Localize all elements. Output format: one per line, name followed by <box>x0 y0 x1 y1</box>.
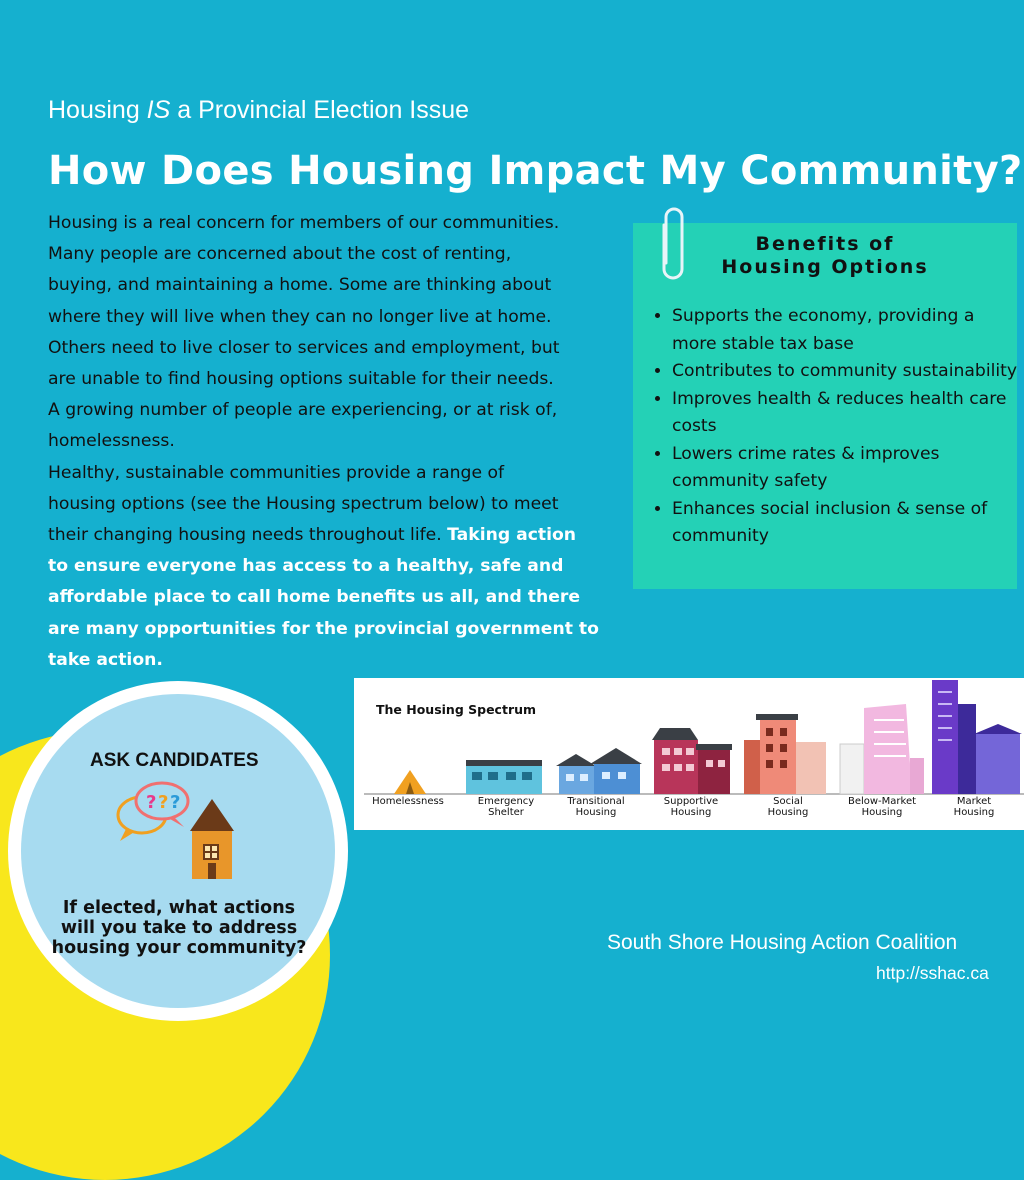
benefits-panel <box>633 223 1017 589</box>
label-line: Shelter <box>488 807 524 818</box>
subtitle-emphasis: IS <box>146 96 171 124</box>
label-line: Housing <box>575 807 617 818</box>
spectrum-label-below-market <box>848 796 916 818</box>
benefit-item: • Supports the economy, providing a more stable tax base <box>672 303 1022 358</box>
svg-text:?: ? <box>158 792 169 813</box>
body-line: Housing is a real concern for members of our communities. <box>48 213 560 233</box>
ask-question: If elected, what actions will you take to address housing your community? <box>51 898 307 958</box>
body-line: Healthy, sustainable communities provide a range of <box>48 462 505 483</box>
body-line: housing options (see the Housing spectrum below) to meet <box>48 493 559 514</box>
label-line: Market <box>956 796 992 807</box>
svg-text:?: ? <box>170 792 181 813</box>
label-line: Housing <box>861 807 903 818</box>
body-line: A growing number of people are experiencing, or at risk of, <box>48 400 558 421</box>
label-line: Emergency <box>477 796 535 807</box>
paperclip-icon <box>656 203 690 283</box>
spectrum-label-market <box>954 796 995 818</box>
spectrum-label-emergency <box>478 796 534 818</box>
body-bold-line: take action. <box>48 649 163 670</box>
ask-title: ASK CANDIDATES <box>90 750 259 771</box>
page-title: How Does Housing Impact My Community? <box>48 148 1023 194</box>
benefits-title <box>633 233 1017 279</box>
body-mixed-bold: Taking action <box>447 525 577 546</box>
spectrum-label-supportive <box>664 796 718 818</box>
page-subtitle <box>48 96 469 125</box>
benefit-item: • Improves health & reduces health care costs <box>672 386 1022 441</box>
body-line: homelessness. <box>48 431 175 452</box>
subtitle-pre: Housing <box>48 96 147 124</box>
body-mixed-plain: their changing housing needs throughout life. <box>48 525 448 546</box>
small-house-icon <box>190 799 234 879</box>
body-line: Others need to live closer to services and employment, but <box>48 337 560 358</box>
ask-illustration <box>112 775 242 883</box>
label-line: Homelessness <box>372 796 444 807</box>
benefits-title-line1: Benefits of <box>755 233 895 255</box>
organization-name: South Shore Housing Action Coalition <box>607 931 958 954</box>
spectrum-label-social <box>768 796 809 818</box>
body-bold-line: to ensure everyone has access to a healthy, safe and <box>48 556 564 577</box>
body-line: are unable to find housing options suitable for their needs. <box>48 369 554 390</box>
body-line: Many people are concerned about the cost of renting, <box>48 244 512 265</box>
benefit-item: • Enhances social inclusion & sense of community <box>672 496 1022 551</box>
spectrum-title: The Housing Spectrum <box>376 702 537 717</box>
body-bold-line: affordable place to call home benefits us all, and there <box>48 587 581 608</box>
benefits-list <box>650 303 1022 551</box>
label-line: Transitional <box>567 796 625 807</box>
label-line: Housing <box>953 807 995 818</box>
subtitle-post: a Provincial Election Issue <box>170 96 470 124</box>
body-text <box>48 208 616 676</box>
benefit-item: • Contributes to community sustainability <box>672 358 1022 386</box>
label-line: Housing <box>670 807 712 818</box>
label-line: Housing <box>767 807 809 818</box>
label-line: Social <box>773 796 803 807</box>
housing-spectrum <box>354 678 1024 830</box>
spectrum-label-transitional <box>567 796 624 818</box>
body-line: buying, and maintaining a home. Some are thinking about <box>48 275 552 296</box>
spectrum-label-homelessness <box>372 796 444 807</box>
svg-text:?: ? <box>146 792 157 813</box>
body-bold-line: are many opportunities for the provincial government to <box>48 618 599 639</box>
organization-url[interactable]: http://sshac.ca <box>876 963 989 983</box>
benefit-item: • Lowers crime rates & improves community safety <box>672 441 1022 496</box>
label-line: Below-Market <box>847 796 917 807</box>
speech-bubbles-icon <box>118 783 188 841</box>
benefits-title-line2: Housing Options <box>721 256 929 278</box>
body-line: where they will live when they can no longer live at home. <box>48 306 552 327</box>
body-line-mixed <box>48 520 616 551</box>
label-line: Supportive <box>663 796 719 807</box>
